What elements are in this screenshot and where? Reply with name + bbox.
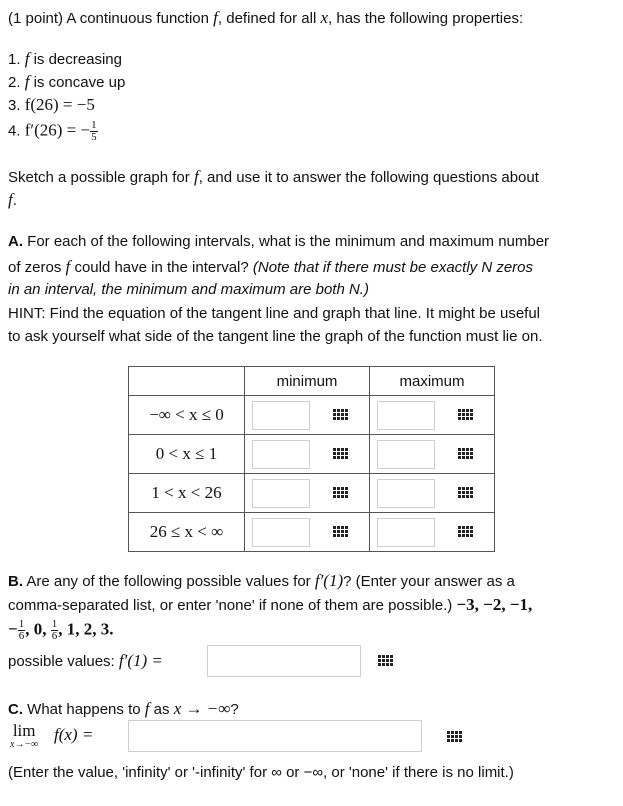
- property-2: 2. f is concave up: [8, 72, 126, 91]
- answer-table: [128, 366, 495, 552]
- answer-input[interactable]: [252, 440, 310, 469]
- equation-editor-icon[interactable]: [458, 409, 472, 420]
- parta-line-1: A. For each of the following intervals, what is the minimum and maximum number: [8, 233, 550, 250]
- answer-input[interactable]: [252, 401, 310, 430]
- parta-line-3: in an interval, the minimum and maximum are both N.): [8, 281, 369, 298]
- answer-input[interactable]: [252, 479, 310, 508]
- problem-header: (1 point) A continuous function f, defined for all x, has the following properties:: [8, 8, 524, 27]
- limit-function: f(x) =: [54, 725, 94, 744]
- answer-input[interactable]: [377, 518, 435, 547]
- possible-values-input[interactable]: [207, 645, 361, 677]
- equation-editor-icon[interactable]: [458, 448, 472, 459]
- row-label: 26 ≤ x < ∞: [129, 513, 245, 552]
- parta-hint-1: HINT: Find the equation of the tangent line and graph that line. It might be useful: [8, 305, 541, 322]
- property-3: 3. f(26) = −5: [8, 95, 95, 114]
- partc-note: (Enter the value, 'infinity' or '-infinity' for ∞ or −∞, or 'none' if there is no limit.): [8, 764, 514, 781]
- col-maximum: maximum: [370, 367, 495, 396]
- equation-editor-icon[interactable]: [333, 487, 347, 498]
- answer-input[interactable]: [377, 401, 435, 430]
- row-label: 0 < x ≤ 1: [129, 435, 245, 474]
- partb-line-2: comma-separated list, or enter 'none' if none of them are possible.) −3, −2, −1,: [8, 595, 533, 614]
- equation-editor-icon[interactable]: [458, 487, 472, 498]
- answer-input[interactable]: [377, 440, 435, 469]
- limit-expression: lim x→−∞: [10, 721, 39, 750]
- property-4: 4. f′(26) = − $\frac{1}{5}$: [8, 119, 97, 143]
- answer-input[interactable]: [377, 479, 435, 508]
- row-label: −∞ < x ≤ 0: [129, 396, 245, 435]
- equation-editor-icon[interactable]: [458, 526, 472, 537]
- equation-editor-icon[interactable]: [378, 655, 392, 666]
- table-corner: [129, 367, 245, 396]
- partb-line-1: B. Are any of the following possible values for f′(1)? (Enter your answer as a: [8, 571, 515, 590]
- row-label: 1 < x < 26: [129, 474, 245, 513]
- sketch-line-1: Sketch a possible graph for f, and use it to answer the following questions about: [8, 167, 539, 186]
- equation-editor-icon[interactable]: [333, 448, 347, 459]
- partb-answer-label: possible values: f′(1) =: [8, 651, 163, 670]
- sketch-line-2: f.: [8, 190, 17, 209]
- equation-editor-icon[interactable]: [333, 409, 347, 420]
- equation-editor-icon[interactable]: [447, 731, 461, 742]
- partb-line-3: − $\frac{1}{6}$ , 0, $\frac{1}{6}$ , 1, 2, 3.: [8, 618, 114, 642]
- partc-line-1: C. What happens to f as x → −∞?: [8, 699, 239, 718]
- col-minimum: minimum: [245, 367, 370, 396]
- limit-input[interactable]: [128, 720, 422, 752]
- property-1: 1. f is decreasing: [8, 49, 122, 68]
- equation-editor-icon[interactable]: [333, 526, 347, 537]
- parta-line-2: of zeros f could have in the interval? (Note that if there must be exactly N zeros: [8, 257, 534, 276]
- parta-hint-2: to ask yourself what side of the tangent line the graph of the function must lie on.: [8, 328, 543, 345]
- answer-input[interactable]: [252, 518, 310, 547]
